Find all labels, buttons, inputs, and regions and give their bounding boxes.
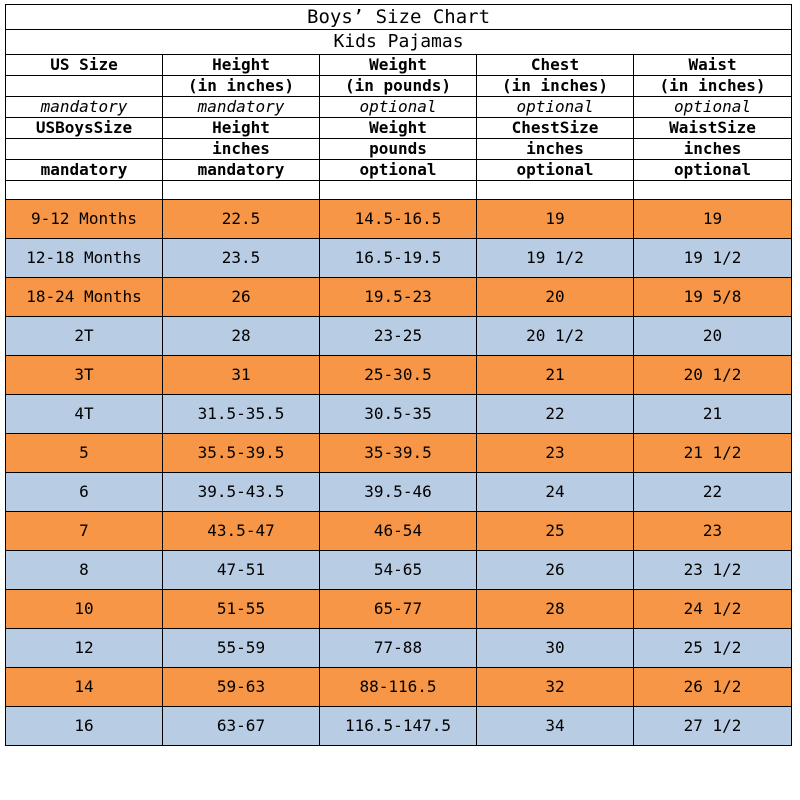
cell-us-size: 16 bbox=[6, 707, 163, 746]
header-cell-us-size bbox=[6, 181, 163, 200]
title-row bbox=[6, 5, 792, 30]
cell-weight: 65-77 bbox=[320, 590, 477, 629]
cell-waist: 21 bbox=[634, 395, 792, 434]
cell-waist: 25 1/2 bbox=[634, 629, 792, 668]
header-cell-weight bbox=[320, 181, 477, 200]
header-cell-weight: Weight bbox=[320, 118, 477, 139]
header-cell-chest: (in inches) bbox=[477, 76, 634, 97]
cell-weight: 116.5-147.5 bbox=[320, 707, 477, 746]
cell-chest: 32 bbox=[477, 668, 634, 707]
cell-us-size: 7 bbox=[6, 512, 163, 551]
cell-us-size: 10 bbox=[6, 590, 163, 629]
table-row bbox=[6, 512, 792, 551]
table-row bbox=[6, 629, 792, 668]
cell-height: 43.5-47 bbox=[163, 512, 320, 551]
cell-us-size: 5 bbox=[6, 434, 163, 473]
table-row bbox=[6, 395, 792, 434]
table-row bbox=[6, 278, 792, 317]
cell-chest: 34 bbox=[477, 707, 634, 746]
cell-waist: 26 1/2 bbox=[634, 668, 792, 707]
cell-weight: 39.5-46 bbox=[320, 473, 477, 512]
cell-chest: 24 bbox=[477, 473, 634, 512]
header-cell-chest: ChestSize bbox=[477, 118, 634, 139]
cell-weight: 35-39.5 bbox=[320, 434, 477, 473]
header-cell-chest: inches bbox=[477, 139, 634, 160]
table-row bbox=[6, 239, 792, 278]
cell-height: 51-55 bbox=[163, 590, 320, 629]
table-row bbox=[6, 551, 792, 590]
header-cell-waist bbox=[634, 181, 792, 200]
cell-height: 63-67 bbox=[163, 707, 320, 746]
cell-weight: 19.5-23 bbox=[320, 278, 477, 317]
header-cell-weight: (in pounds) bbox=[320, 76, 477, 97]
cell-us-size: 6 bbox=[6, 473, 163, 512]
header-cell-weight: Weight bbox=[320, 55, 477, 76]
cell-waist: 24 1/2 bbox=[634, 590, 792, 629]
cell-waist: 20 bbox=[634, 317, 792, 356]
header-cell-weight: optional bbox=[320, 97, 477, 118]
cell-chest: 20 1/2 bbox=[477, 317, 634, 356]
header-cell-waist: (in inches) bbox=[634, 76, 792, 97]
header-cell-waist: Waist bbox=[634, 55, 792, 76]
header-cell-height: (in inches) bbox=[163, 76, 320, 97]
cell-height: 28 bbox=[163, 317, 320, 356]
cell-waist: 22 bbox=[634, 473, 792, 512]
header-cell-height: Height bbox=[163, 118, 320, 139]
cell-us-size: 4T bbox=[6, 395, 163, 434]
header-cell-weight: optional bbox=[320, 160, 477, 181]
header-cell-us-size bbox=[6, 76, 163, 97]
cell-us-size: 8 bbox=[6, 551, 163, 590]
table-row bbox=[6, 473, 792, 512]
cell-us-size: 3T bbox=[6, 356, 163, 395]
cell-us-size: 9-12 Months bbox=[6, 200, 163, 239]
table-row bbox=[6, 590, 792, 629]
header-cell-chest: optional bbox=[477, 160, 634, 181]
cell-us-size: 12 bbox=[6, 629, 163, 668]
table-row bbox=[6, 707, 792, 746]
cell-height: 26 bbox=[163, 278, 320, 317]
cell-waist: 19 1/2 bbox=[634, 239, 792, 278]
cell-height: 55-59 bbox=[163, 629, 320, 668]
header-row bbox=[6, 97, 792, 118]
header-cell-us-size: mandatory bbox=[6, 97, 163, 118]
cell-us-size: 14 bbox=[6, 668, 163, 707]
cell-waist: 21 1/2 bbox=[634, 434, 792, 473]
header-cell-height bbox=[163, 181, 320, 200]
header-row bbox=[6, 55, 792, 76]
table-row bbox=[6, 317, 792, 356]
cell-height: 31.5-35.5 bbox=[163, 395, 320, 434]
cell-waist: 23 bbox=[634, 512, 792, 551]
cell-weight: 16.5-19.5 bbox=[320, 239, 477, 278]
cell-chest: 21 bbox=[477, 356, 634, 395]
cell-waist: 23 1/2 bbox=[634, 551, 792, 590]
header-cell-us-size: USBoysSize bbox=[6, 118, 163, 139]
header-cell-height: inches bbox=[163, 139, 320, 160]
subtitle-row bbox=[6, 30, 792, 55]
header-row bbox=[6, 118, 792, 139]
cell-weight: 14.5-16.5 bbox=[320, 200, 477, 239]
header-cell-chest: Chest bbox=[477, 55, 634, 76]
cell-waist: 20 1/2 bbox=[634, 356, 792, 395]
cell-weight: 30.5-35 bbox=[320, 395, 477, 434]
cell-us-size: 18-24 Months bbox=[6, 278, 163, 317]
header-row bbox=[6, 160, 792, 181]
header-cell-us-size: US Size bbox=[6, 55, 163, 76]
cell-us-size: 12-18 Months bbox=[6, 239, 163, 278]
cell-height: 23.5 bbox=[163, 239, 320, 278]
cell-height: 59-63 bbox=[163, 668, 320, 707]
header-cell-us-size bbox=[6, 139, 163, 160]
header-row bbox=[6, 139, 792, 160]
cell-chest: 26 bbox=[477, 551, 634, 590]
cell-weight: 54-65 bbox=[320, 551, 477, 590]
header-cell-chest: optional bbox=[477, 97, 634, 118]
cell-waist: 19 5/8 bbox=[634, 278, 792, 317]
header-cell-chest bbox=[477, 181, 634, 200]
header-cell-weight: pounds bbox=[320, 139, 477, 160]
table-row bbox=[6, 356, 792, 395]
chart-title: Boys’ Size Chart bbox=[6, 5, 792, 30]
cell-weight: 46-54 bbox=[320, 512, 477, 551]
cell-chest: 19 1/2 bbox=[477, 239, 634, 278]
cell-chest: 20 bbox=[477, 278, 634, 317]
cell-height: 31 bbox=[163, 356, 320, 395]
cell-weight: 88-116.5 bbox=[320, 668, 477, 707]
size-chart-table bbox=[5, 4, 792, 746]
cell-weight: 25-30.5 bbox=[320, 356, 477, 395]
table-row bbox=[6, 200, 792, 239]
cell-chest: 30 bbox=[477, 629, 634, 668]
cell-chest: 28 bbox=[477, 590, 634, 629]
chart-subtitle: Kids Pajamas bbox=[6, 30, 792, 55]
header-cell-waist: optional bbox=[634, 160, 792, 181]
header-cell-us-size: mandatory bbox=[6, 160, 163, 181]
cell-chest: 22 bbox=[477, 395, 634, 434]
header-cell-waist: WaistSize bbox=[634, 118, 792, 139]
cell-waist: 19 bbox=[634, 200, 792, 239]
header-cell-height: mandatory bbox=[163, 160, 320, 181]
table-row bbox=[6, 668, 792, 707]
header-cell-height: mandatory bbox=[163, 97, 320, 118]
cell-height: 39.5-43.5 bbox=[163, 473, 320, 512]
cell-weight: 77-88 bbox=[320, 629, 477, 668]
cell-height: 22.5 bbox=[163, 200, 320, 239]
cell-chest: 23 bbox=[477, 434, 634, 473]
table-row bbox=[6, 434, 792, 473]
header-cell-waist: inches bbox=[634, 139, 792, 160]
header-cell-height: Height bbox=[163, 55, 320, 76]
cell-chest: 19 bbox=[477, 200, 634, 239]
cell-height: 47-51 bbox=[163, 551, 320, 590]
cell-weight: 23-25 bbox=[320, 317, 477, 356]
header-row bbox=[6, 76, 792, 97]
cell-chest: 25 bbox=[477, 512, 634, 551]
header-cell-waist: optional bbox=[634, 97, 792, 118]
cell-waist: 27 1/2 bbox=[634, 707, 792, 746]
header-row bbox=[6, 181, 792, 200]
cell-height: 35.5-39.5 bbox=[163, 434, 320, 473]
cell-us-size: 2T bbox=[6, 317, 163, 356]
